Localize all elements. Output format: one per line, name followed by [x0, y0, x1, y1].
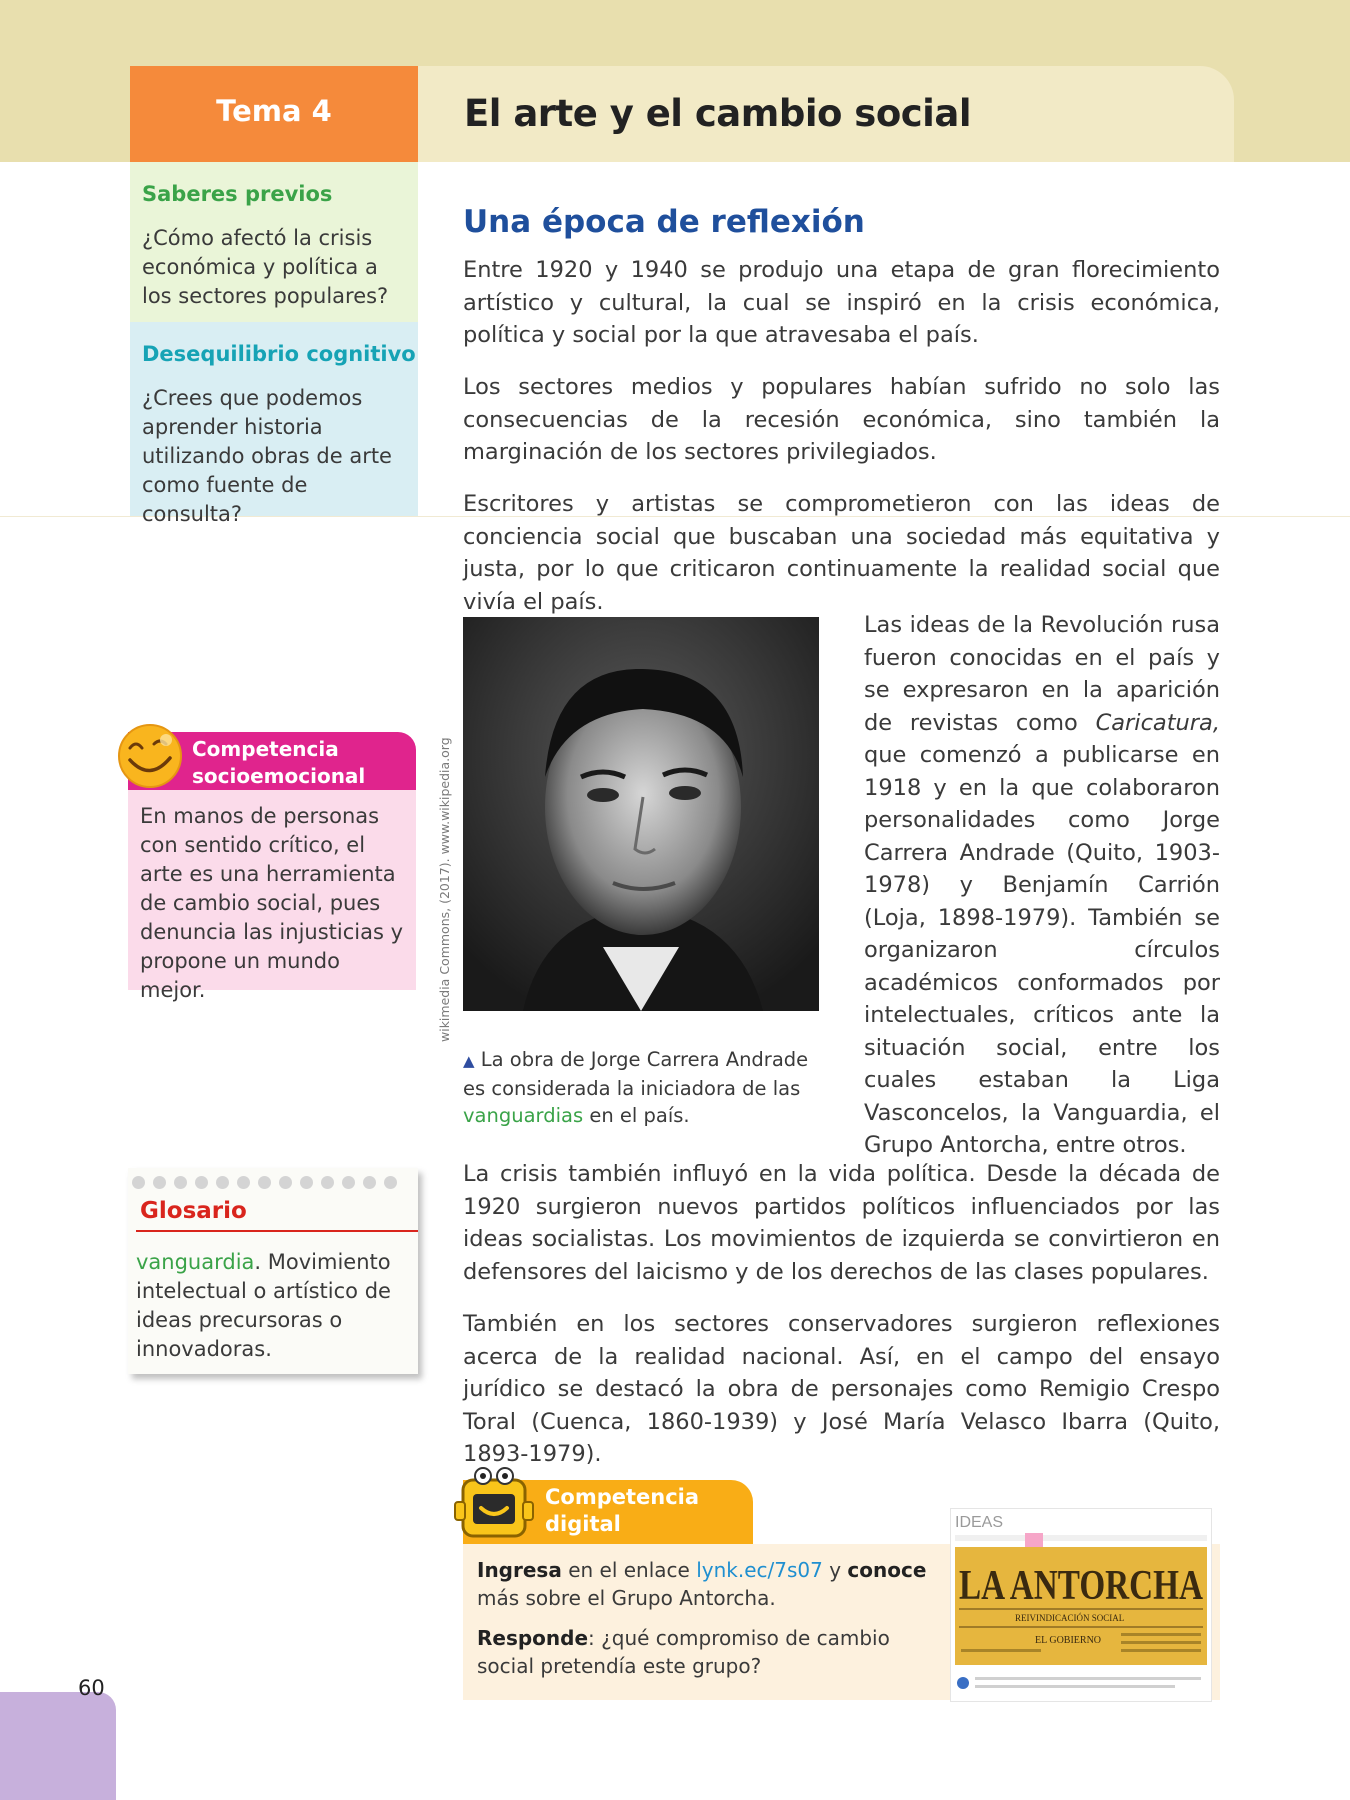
- title-card: [130, 66, 1234, 162]
- caption-triangle-icon: ▲: [463, 1052, 475, 1070]
- digital-ingresa: Ingresa: [477, 1558, 562, 1582]
- glosario-heading: Glosario: [140, 1198, 247, 1224]
- paragraph-1: Entre 1920 y 1940 se produjo una etapa de gran florecimiento artístico y cultural, la cual se inspiró en la crisis económica, política y social por la que atravesaba el país.: [463, 257, 1220, 348]
- competencia-heading-line2: socioemocional: [192, 764, 366, 788]
- paragraph-3: Escritores y artistas se comprometieron con las ideas de conciencia social que buscaban una sociedad más equitativa y justa, por lo que criticaron continuamente la realidad social que vivía el país.: [463, 491, 1220, 615]
- side-paragraph-italic: Caricatura,: [1095, 709, 1220, 736]
- page-number-tab: [0, 1692, 116, 1800]
- section-subtitle: Una época de reflexión: [463, 204, 865, 240]
- caption-end: en el país.: [589, 1104, 690, 1127]
- glosario-definition-text: . Movimiento intelectual o artístico de ideas precursoras o innovadoras.: [136, 1250, 391, 1361]
- glosario-box: [128, 1168, 418, 1374]
- digital-conoce: conoce: [847, 1558, 927, 1582]
- photo-credit: wikimedia Commons, (2017). www.wikipedia.org: [437, 737, 452, 1042]
- digital-en-el-enlace: en el enlace: [568, 1558, 690, 1582]
- digital-heading-line2: digital: [545, 1512, 621, 1536]
- page-title: El arte y el cambio social: [464, 92, 972, 135]
- thumbnail-site-label: IDEAS: [955, 1514, 1004, 1531]
- side-paragraph: [864, 609, 1220, 1162]
- thumbnail-section: EL GOBIERNO: [1035, 1635, 1102, 1646]
- desequilibrio-box: [130, 322, 418, 526]
- digital-y: y: [829, 1558, 842, 1582]
- side-paragraph-before: Las ideas de la Revolución rusa fueron conocidas en el país y se expresaron en la aparición de revistas como: [864, 612, 1220, 736]
- digital-heading-line1: Competencia: [545, 1485, 700, 1509]
- smiley-icon: [116, 722, 184, 790]
- portrait-photo: [463, 617, 819, 1011]
- paragraph-5: También en los sectores conservadores surgieron reflexiones acerca de la realidad nacional. Así, en el campo del ensayo jurídico se destacó la obra de personajes como Remigio Crespo Toral (Cuenca, 1860-1939) y José María Velasco Ibarra (Quito, 1893-1979).: [463, 1311, 1220, 1467]
- digital-question: : ¿qué compromiso de cambio social pretendía este grupo?: [477, 1626, 890, 1678]
- robot-icon: [455, 1462, 533, 1544]
- desequilibrio-heading: Desequilibrio cognitivo: [142, 342, 416, 366]
- competencia-heading: [192, 736, 365, 790]
- caption-text: La obra de Jorge Carrera Andrade es considerada la iniciadora de las: [463, 1048, 809, 1100]
- competencia-digital-heading: [545, 1484, 699, 1538]
- digital-responde: Responde: [477, 1626, 589, 1650]
- competencia-socioemocional-box: [128, 732, 416, 1002]
- paragraph-2: Los sectores medios y populares habían sufrido no solo las consecuencias de la recesión económica, sino también la marginación de los sectores privilegiados.: [463, 374, 1220, 465]
- thumbnail-subtitle: REIVINDICACIÓN SOCIAL: [1015, 1613, 1125, 1623]
- caption-term: vanguardias: [463, 1104, 584, 1127]
- digital-link[interactable]: lynk.ec/7s07: [696, 1558, 823, 1582]
- competencia-body: [128, 790, 416, 1002]
- photo-caption: [463, 1046, 833, 1129]
- glosario-definition: [136, 1248, 406, 1364]
- saberes-heading: Saberes previos: [142, 182, 333, 206]
- digital-instruction-1: [477, 1556, 947, 1612]
- tema-tab: [130, 66, 418, 162]
- digital-rest: más sobre el Grupo Antorcha.: [477, 1586, 776, 1610]
- side-paragraph-after: que comenzó a publicarse en 1918 y en la que colaboraron personalidades como Jorge Carrera Andrade (Quito, 1903-1978) y Benjamín Carrión (Loja, 1898-1979). También se organizaron círculos académicos conformados por intelectuales, críticos ante la situación social, entre los cuales estaban la Liga Vasconcelos, la Vanguardia, el Grupo Antorcha, entre otros.: [864, 742, 1220, 1158]
- digital-instruction-2: [477, 1624, 947, 1680]
- saberes-previos-box: [130, 162, 418, 322]
- paragraph-4: La crisis también influyó en la vida política. Desde la década de 1920 surgieron nuevos partidos políticos influenciados por las ideas socialistas. Los movimientos de izquierda se convirtieron en defensores del laicismo y de los derechos de las clases populares.: [463, 1161, 1220, 1285]
- tema-label: Tema 4: [216, 94, 332, 128]
- glosario-underline: [136, 1230, 418, 1232]
- la-antorcha-thumbnail[interactable]: [950, 1508, 1212, 1702]
- desequilibrio-text: ¿Crees que podemos aprender historia utilizando obras de arte como fuente de consulta?: [142, 386, 392, 526]
- glosario-term: vanguardia: [136, 1250, 255, 1274]
- saberes-text: ¿Cómo afectó la crisis económica y política a los sectores populares?: [142, 226, 389, 308]
- competencia-heading-line1: Competencia: [192, 737, 339, 761]
- competencia-text: En manos de personas con sentido crítico, el arte es una herramienta de cambio social, pues denuncia las injusticias y propone un mundo mejor.: [140, 804, 404, 1002]
- thumbnail-masthead: LA ANTORCHA: [959, 1563, 1204, 1609]
- notebook-rings: [132, 1174, 405, 1193]
- page-number: 60: [78, 1676, 105, 1700]
